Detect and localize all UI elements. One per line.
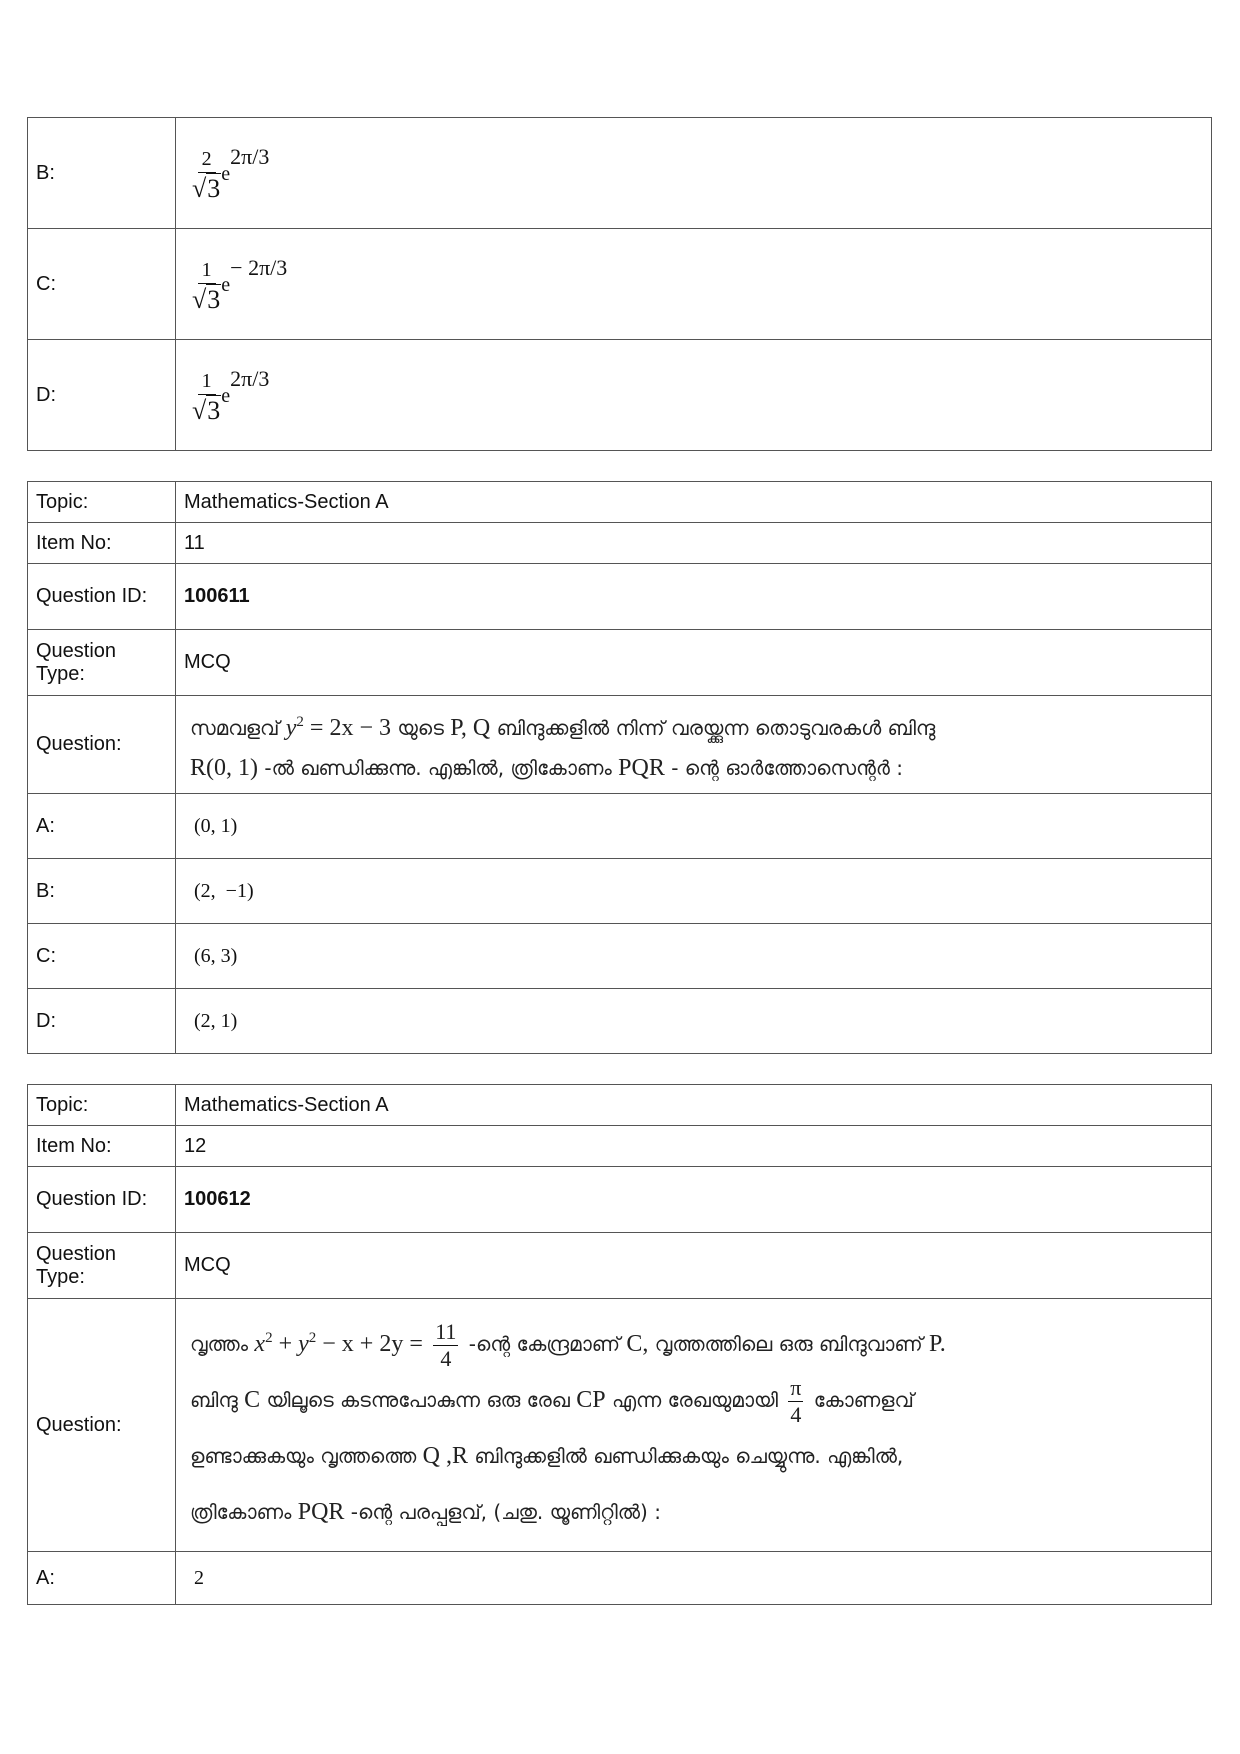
text-segment: വൃത്തം <box>190 1332 249 1356</box>
fraction <box>433 1321 458 1370</box>
option-row-a <box>28 1552 1212 1605</box>
exponent: 2π/3 <box>230 366 270 392</box>
radicand: 3 <box>207 395 221 425</box>
topic-label: Topic: <box>28 1085 176 1126</box>
option-label: C: <box>28 924 176 989</box>
question-row <box>28 696 1212 794</box>
question-id-value: 100611 <box>176 564 1212 630</box>
option-row-d <box>28 989 1212 1054</box>
option-row-d <box>28 340 1212 451</box>
option-label: D: <box>28 989 176 1054</box>
topic-row <box>28 482 1212 523</box>
text-segment: ത്രികോണം <box>190 1500 292 1524</box>
numerator: 1 <box>198 371 216 395</box>
question-text <box>176 696 1212 794</box>
question-table-12 <box>27 1084 1212 1605</box>
points-label: P, Q <box>450 714 491 741</box>
option-value: (2, −1) <box>176 859 1212 924</box>
question-label: Question: <box>28 1299 176 1552</box>
numerator: π <box>790 1375 802 1400</box>
circle-equation: $x^2 + y^2 - x + 2y$ = <box>254 1330 423 1357</box>
option-row-b <box>28 118 1212 229</box>
topic-row <box>28 1085 1212 1126</box>
option-label: D: <box>28 340 176 451</box>
text-segment: ബിന്ദുക്കളിൽ ഖണ്ഡിക്കുകയും ചെയ്യുന്നു. എങ്കിൽ, <box>474 1444 904 1468</box>
text-segment: കോണളവ് <box>813 1388 914 1412</box>
base: e <box>221 163 231 186</box>
option-label: A: <box>28 794 176 859</box>
question-id-row <box>28 564 1212 630</box>
triangle-label: PQR <box>618 754 665 781</box>
equation-part: − x + 2y = <box>322 1331 423 1357</box>
points-qr: Q ,R <box>422 1443 468 1469</box>
exponent: 2π/3 <box>230 144 270 170</box>
topic-value: Mathematics-Section A <box>176 1085 1212 1126</box>
fraction <box>192 371 221 424</box>
text-segment: ഉണ്ടാക്കുകയും വൃത്തത്തെ <box>190 1444 417 1468</box>
equation: $y^2 = 2x - 3$ <box>285 713 391 741</box>
fraction <box>192 149 221 202</box>
question-type-value: MCQ <box>176 630 1212 696</box>
question-type-label: Question Type: <box>28 1233 176 1299</box>
denominator: √3 <box>192 173 221 203</box>
denominator: 4 <box>790 1402 802 1427</box>
text-segment: വൃത്തത്തിലെ ഒരു ബിന്ദുവാണ് <box>654 1332 923 1356</box>
item-label: Item No: <box>28 523 176 564</box>
prev-options-table <box>27 117 1212 451</box>
text-segment: ബിന്ദുക്കളിൽ നിന്ന് വരയ്ക്കുന്ന തൊടുവരകൾ ബിന്ദു <box>496 715 936 740</box>
option-row-a <box>28 794 1212 859</box>
option-value <box>176 340 1212 451</box>
item-value: 11 <box>176 523 1212 564</box>
question-id-label: Question ID: <box>28 564 176 630</box>
topic-label: Topic: <box>28 482 176 523</box>
option-row-c <box>28 924 1212 989</box>
base: e <box>221 385 231 408</box>
line-cp: CP <box>576 1387 606 1413</box>
option-label: B: <box>28 118 176 229</box>
question-row <box>28 1299 1212 1552</box>
numerator: 2 <box>198 149 216 173</box>
text-segment: സമവളവ് <box>190 715 280 740</box>
exponent: − 2π/3 <box>230 255 288 281</box>
option-value <box>176 118 1212 229</box>
text-segment: യിലൂടെ കടന്നുപോകുന്ന ഒരു രേഖ <box>266 1388 570 1412</box>
base: e <box>221 274 231 297</box>
item-label: Item No: <box>28 1126 176 1167</box>
item-row <box>28 523 1212 564</box>
denominator: 4 <box>440 1346 452 1371</box>
option-label: C: <box>28 229 176 340</box>
option-row-c <box>28 229 1212 340</box>
text-segment: -ന്റെ പരപ്പളവ്, (ചതു. യൂണിറ്റിൽ) : <box>350 1500 661 1524</box>
numerator: 11 <box>435 1319 457 1344</box>
triangle-label: PQR <box>297 1499 345 1525</box>
topic-value: Mathematics-Section A <box>176 482 1212 523</box>
text-segment: -ൽ ഖണ്ഡിക്കുന്നു. എങ്കിൽ, ത്രികോണം <box>264 755 612 780</box>
text-segment: - ന്റെ ഓർത്തോസെന്റർ : <box>671 755 904 780</box>
radicand: 3 <box>207 173 221 203</box>
item-value: 12 <box>176 1126 1212 1167</box>
question-table-11 <box>27 481 1212 1054</box>
point-r: R(0, 1) <box>190 754 258 781</box>
point-c: C <box>244 1387 261 1413</box>
option-value: (0, 1) <box>176 794 1212 859</box>
denominator: √3 <box>192 395 221 425</box>
text-segment: -ന്റെ കേന്ദ്രമാണ് <box>468 1332 621 1356</box>
denominator: √3 <box>192 284 221 314</box>
question-id-row <box>28 1167 1212 1233</box>
item-row <box>28 1126 1212 1167</box>
option-label: A: <box>28 1552 176 1605</box>
fraction <box>788 1377 803 1426</box>
question-type-value: MCQ <box>176 1233 1212 1299</box>
text-segment: ബിന്ദു <box>190 1388 238 1412</box>
question-type-label: Question Type: <box>28 630 176 696</box>
question-text <box>176 1299 1212 1552</box>
point-c: C, <box>626 1331 649 1357</box>
question-type-row <box>28 630 1212 696</box>
question-id-value: 100612 <box>176 1167 1212 1233</box>
question-type-row <box>28 1233 1212 1299</box>
option-row-b <box>28 859 1212 924</box>
option-value: (6, 3) <box>176 924 1212 989</box>
option-value <box>176 229 1212 340</box>
radicand: 3 <box>207 284 221 314</box>
option-value: 2 <box>176 1552 1212 1605</box>
fraction <box>192 260 221 313</box>
question-label: Question: <box>28 696 176 794</box>
equation-rhs: = 2x − 3 <box>309 714 391 741</box>
text-segment: യുടെ <box>397 715 444 740</box>
question-id-label: Question ID: <box>28 1167 176 1233</box>
numerator: 1 <box>198 260 216 284</box>
option-label: B: <box>28 859 176 924</box>
option-value: (2, 1) <box>176 989 1212 1054</box>
point-p: P. <box>929 1331 946 1357</box>
text-segment: എന്ന രേഖയുമായി <box>611 1388 778 1412</box>
